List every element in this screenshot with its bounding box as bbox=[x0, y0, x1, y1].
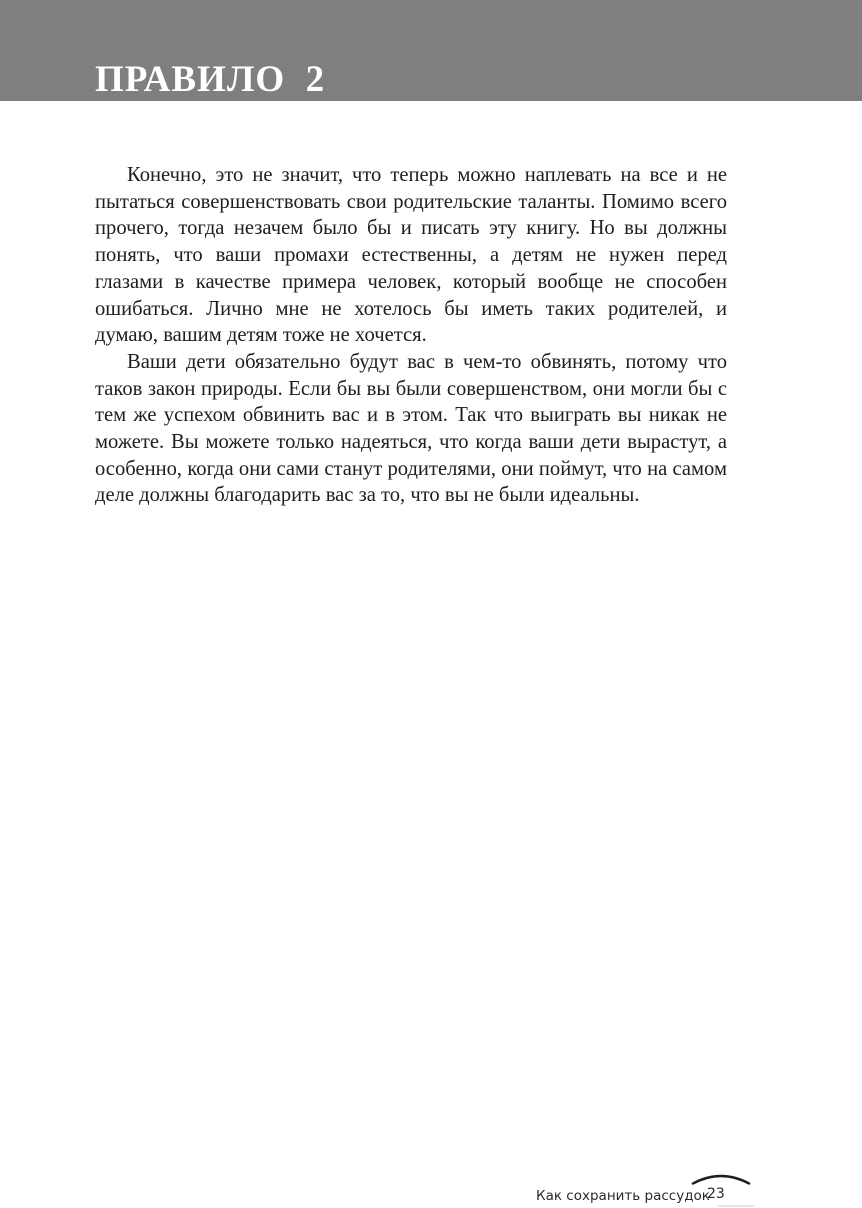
page-number: 23 bbox=[707, 1186, 725, 1202]
body-text bbox=[95, 162, 727, 509]
paragraph: Конечно, это не значит, что теперь можно наплевать на все и не пытаться совершенствовать свои родительские таланты. Помимо всего прочего, тогда незачем было бы и писать эту книгу. Но вы должны понять, что ваши промахи естественны, а детям не нужен перед глазами в качестве примера человек, который вообще не способен ошибаться. Лично мне не хотелось бы иметь таких родителей, и думаю, вашим детям тоже не хочется. bbox=[95, 164, 727, 347]
paragraph: Ваши дети обязательно будут вас в чем-то обвинять, потому что таков закон природы. Если бы вы были совершенством, они могли бы с тем же успехом обвинить вас и в этом. Так что выиграть вы никак не можете. Вы можете только надеяться, что когда ваши дети вырастут, а особенно, когда они сами станут родителями, они поймут, что на самом деле должны благодарить вас за то, что вы не были идеальны. bbox=[95, 350, 727, 507]
footer-book-title: Как сохранить рассудок bbox=[536, 1188, 710, 1204]
chapter-title: ПРАВИЛО 2 bbox=[95, 59, 326, 100]
